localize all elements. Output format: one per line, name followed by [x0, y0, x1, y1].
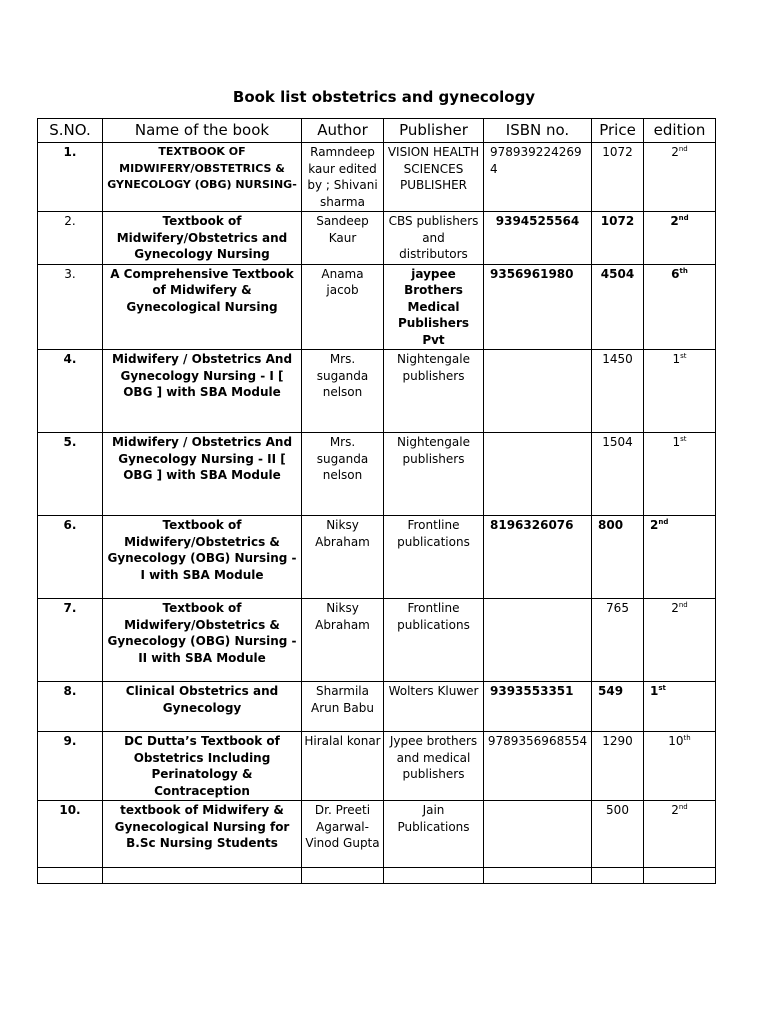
empty-cell [103, 868, 302, 884]
cell-price: 549 [592, 682, 644, 732]
cell-isbn: 9393553351 [484, 682, 592, 732]
empty-cell [484, 868, 592, 884]
header-price: Price [592, 119, 644, 143]
cell-sno: 5. [38, 433, 103, 516]
table-row [38, 801, 716, 868]
cell-price: 1504 [592, 433, 644, 516]
cell-publisher: Nightengale publishers [384, 350, 484, 433]
cell-book-name: DC Dutta’s Textbook of Obstetrics Including Perinatology & Contraception [103, 732, 302, 801]
cell-isbn: 8196326076 [484, 516, 592, 599]
cell-edition: 2nd [644, 516, 716, 599]
cell-isbn: 9394525564 [484, 212, 592, 265]
cell-author: Hiralal konar [302, 732, 384, 801]
cell-sno: 10. [38, 801, 103, 868]
cell-sno: 1. [38, 143, 103, 212]
header-sno: S.NO. [38, 119, 103, 143]
cell-edition: 1st [644, 433, 716, 516]
table-row [38, 350, 716, 433]
cell-isbn: 9356961980 [484, 264, 592, 350]
page-title: Book list obstetrics and gynecology [232, 88, 536, 106]
book-list-table [37, 118, 716, 884]
cell-price: 1290 [592, 732, 644, 801]
header-author: Author [302, 119, 384, 143]
empty-cell [38, 868, 103, 884]
empty-cell [644, 868, 716, 884]
table-row [38, 143, 716, 212]
cell-price: 765 [592, 599, 644, 682]
cell-publisher: Wolters Kluwer [384, 682, 484, 732]
cell-edition: 2nd [644, 801, 716, 868]
cell-book-name: Clinical Obstetrics and Gynecology [103, 682, 302, 732]
cell-isbn [484, 350, 592, 433]
cell-author: Niksy Abraham [302, 516, 384, 599]
cell-book-name: TEXTBOOK OF MIDWIFERY/OBSTETRICS & GYNECOLOGY (OBG) NURSING- [103, 143, 302, 212]
header-edition: edition [644, 119, 716, 143]
cell-author: Sandeep Kaur [302, 212, 384, 265]
cell-isbn: 9789392242694 [484, 143, 592, 212]
empty-cell [384, 868, 484, 884]
cell-publisher: jaypee Brothers Medical Publishers Pvt [384, 264, 484, 350]
cell-price: 800 [592, 516, 644, 599]
cell-book-name: Midwifery / Obstetrics And Gynecology Nursing - II [ OBG ] with SBA Module [103, 433, 302, 516]
cell-book-name: textbook of Midwifery & Gynecological Nursing for B.Sc Nursing Students [103, 801, 302, 868]
cell-author: Mrs. suganda nelson [302, 433, 384, 516]
cell-publisher: VISION HEALTH SCIENCES PUBLISHER [384, 143, 484, 212]
table-row-empty [38, 868, 716, 884]
cell-author: Niksy Abraham [302, 599, 384, 682]
table-row [38, 682, 716, 732]
cell-isbn: 9789356968554 [484, 732, 592, 801]
cell-edition: 2nd [644, 143, 716, 212]
table-row [38, 732, 716, 801]
table-row [38, 264, 716, 350]
cell-edition: 6th [644, 264, 716, 350]
cell-publisher: Nightengale publishers [384, 433, 484, 516]
cell-edition: 10th [644, 732, 716, 801]
cell-isbn [484, 801, 592, 868]
cell-sno: 6. [38, 516, 103, 599]
cell-author: Sharmila Arun Babu [302, 682, 384, 732]
cell-book-name: Textbook of Midwifery/Obstetrics & Gynecology (OBG) Nursing - I with SBA Module [103, 516, 302, 599]
header-publisher: Publisher [384, 119, 484, 143]
cell-sno: 8. [38, 682, 103, 732]
table-row [38, 599, 716, 682]
cell-author: Mrs. suganda nelson [302, 350, 384, 433]
cell-price: 1072 [592, 143, 644, 212]
cell-edition: 2nd [644, 599, 716, 682]
cell-edition: 1st [644, 350, 716, 433]
cell-publisher: Jypee brothers and medical publishers [384, 732, 484, 801]
cell-publisher: Frontline publications [384, 516, 484, 599]
cell-isbn [484, 599, 592, 682]
cell-edition: 2nd [644, 212, 716, 265]
cell-book-name: Textbook of Midwifery/Obstetrics & Gynecology (OBG) Nursing - II with SBA Module [103, 599, 302, 682]
cell-sno: 2. [38, 212, 103, 265]
empty-cell [302, 868, 384, 884]
header-isbn: ISBN no. [484, 119, 592, 143]
cell-book-name: Textbook of Midwifery/Obstetrics and Gynecology Nursing [103, 212, 302, 265]
cell-isbn [484, 433, 592, 516]
table-row [38, 516, 716, 599]
cell-price: 1450 [592, 350, 644, 433]
cell-author: Dr. Preeti Agarwal-Vinod Gupta [302, 801, 384, 868]
header-name: Name of the book [103, 119, 302, 143]
cell-book-name: A Comprehensive Textbook of Midwifery & Gynecological Nursing [103, 264, 302, 350]
cell-edition: 1st [644, 682, 716, 732]
cell-sno: 3. [38, 264, 103, 350]
table-row [38, 212, 716, 265]
cell-author: Ramndeep kaur edited by ; Shivani sharma [302, 143, 384, 212]
cell-publisher: Frontline publications [384, 599, 484, 682]
cell-sno: 9. [38, 732, 103, 801]
cell-book-name: Midwifery / Obstetrics And Gynecology Nursing - I [ OBG ] with SBA Module [103, 350, 302, 433]
cell-publisher: CBS publishers and distributors [384, 212, 484, 265]
empty-cell [592, 868, 644, 884]
cell-price: 1072 [592, 212, 644, 265]
cell-sno: 7. [38, 599, 103, 682]
cell-author: Anama jacob [302, 264, 384, 350]
cell-sno: 4. [38, 350, 103, 433]
cell-price: 4504 [592, 264, 644, 350]
table-row [38, 433, 716, 516]
header-row [38, 119, 716, 143]
cell-price: 500 [592, 801, 644, 868]
cell-publisher: Jain Publications [384, 801, 484, 868]
